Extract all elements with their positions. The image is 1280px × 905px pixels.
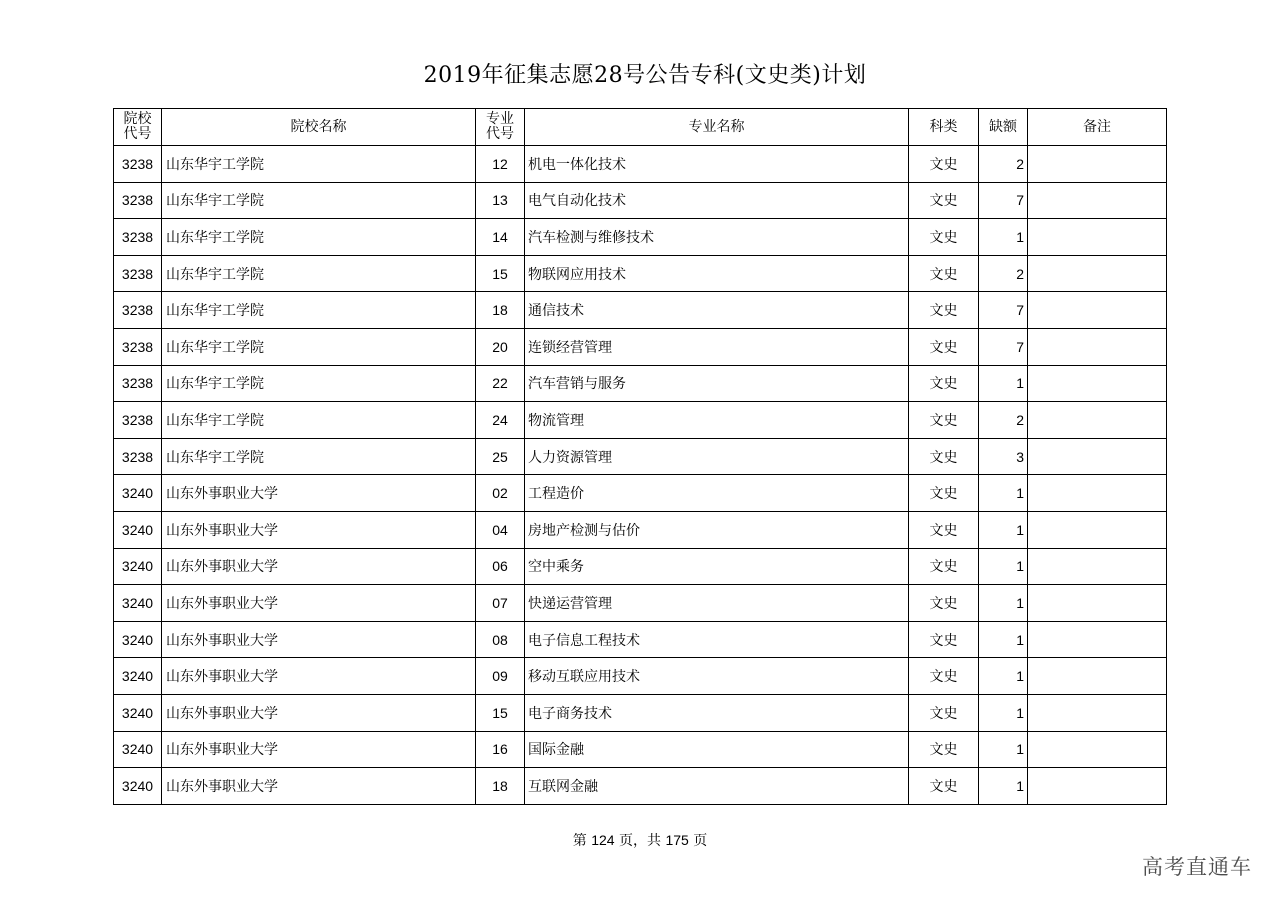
plan-table-body bbox=[114, 146, 1167, 805]
cell-category: 文史 bbox=[909, 255, 979, 292]
cell-remarks bbox=[1028, 731, 1167, 768]
cell-major-name: 房地产检测与估价 bbox=[525, 511, 909, 548]
header-category: 科类 bbox=[909, 109, 979, 146]
header-remarks: 备注 bbox=[1028, 109, 1167, 146]
cell-category: 文史 bbox=[909, 768, 979, 805]
cell-school-code: 3238 bbox=[114, 182, 162, 219]
cell-vacancies: 7 bbox=[979, 182, 1028, 219]
cell-category: 文史 bbox=[909, 402, 979, 439]
cell-school-name: 山东外事职业大学 bbox=[162, 548, 476, 585]
table-row bbox=[114, 438, 1167, 475]
cell-school-name: 山东外事职业大学 bbox=[162, 694, 476, 731]
cell-school-name: 山东华宇工学院 bbox=[162, 438, 476, 475]
cell-category: 文史 bbox=[909, 219, 979, 256]
cell-vacancies: 1 bbox=[979, 475, 1028, 512]
cell-major-name: 快递运营管理 bbox=[525, 585, 909, 622]
cell-major-name: 机电一体化技术 bbox=[525, 146, 909, 183]
table-row bbox=[114, 511, 1167, 548]
table-header-row bbox=[114, 109, 1167, 146]
cell-vacancies: 1 bbox=[979, 694, 1028, 731]
cell-school-name: 山东外事职业大学 bbox=[162, 511, 476, 548]
cell-school-code: 3238 bbox=[114, 365, 162, 402]
cell-school-code: 3240 bbox=[114, 621, 162, 658]
page-footer bbox=[0, 830, 1280, 850]
table-row bbox=[114, 585, 1167, 622]
cell-remarks bbox=[1028, 402, 1167, 439]
header-school-name: 院校名称 bbox=[162, 109, 476, 146]
cell-school-name: 山东外事职业大学 bbox=[162, 658, 476, 695]
table-row bbox=[114, 548, 1167, 585]
header-major-code bbox=[476, 109, 525, 146]
cell-school-code: 3240 bbox=[114, 585, 162, 622]
cell-school-name: 山东外事职业大学 bbox=[162, 731, 476, 768]
header-major-code-line2: 代号 bbox=[486, 126, 514, 142]
cell-school-name: 山东华宇工学院 bbox=[162, 365, 476, 402]
cell-remarks bbox=[1028, 511, 1167, 548]
cell-major-name: 移动互联应用技术 bbox=[525, 658, 909, 695]
cell-school-code: 3238 bbox=[114, 292, 162, 329]
watermark: 高考直通车 bbox=[1142, 855, 1252, 879]
cell-category: 文史 bbox=[909, 475, 979, 512]
cell-major-code: 09 bbox=[476, 658, 525, 695]
footer-middle: 页，共 bbox=[619, 833, 661, 849]
cell-remarks bbox=[1028, 475, 1167, 512]
plan-table bbox=[113, 108, 1167, 805]
cell-category: 文史 bbox=[909, 365, 979, 402]
cell-vacancies: 1 bbox=[979, 219, 1028, 256]
cell-school-code: 3238 bbox=[114, 328, 162, 365]
table-row bbox=[114, 255, 1167, 292]
cell-major-code: 14 bbox=[476, 219, 525, 256]
cell-category: 文史 bbox=[909, 658, 979, 695]
cell-major-name: 工程造价 bbox=[525, 475, 909, 512]
cell-major-code: 06 bbox=[476, 548, 525, 585]
cell-major-code: 24 bbox=[476, 402, 525, 439]
cell-remarks bbox=[1028, 146, 1167, 183]
cell-major-code: 18 bbox=[476, 292, 525, 329]
cell-school-name: 山东华宇工学院 bbox=[162, 292, 476, 329]
cell-major-name: 汽车检测与维修技术 bbox=[525, 219, 909, 256]
cell-category: 文史 bbox=[909, 292, 979, 329]
cell-school-name: 山东华宇工学院 bbox=[162, 255, 476, 292]
cell-vacancies: 1 bbox=[979, 658, 1028, 695]
cell-major-code: 12 bbox=[476, 146, 525, 183]
cell-category: 文史 bbox=[909, 585, 979, 622]
header-school-code bbox=[114, 109, 162, 146]
cell-category: 文史 bbox=[909, 328, 979, 365]
cell-remarks bbox=[1028, 585, 1167, 622]
cell-major-name: 空中乘务 bbox=[525, 548, 909, 585]
table-row bbox=[114, 694, 1167, 731]
cell-school-name: 山东外事职业大学 bbox=[162, 475, 476, 512]
table-row bbox=[114, 402, 1167, 439]
table-row bbox=[114, 621, 1167, 658]
cell-school-code: 3240 bbox=[114, 731, 162, 768]
cell-remarks bbox=[1028, 365, 1167, 402]
current-page-number: 124 bbox=[591, 832, 615, 848]
cell-school-code: 3240 bbox=[114, 475, 162, 512]
header-vacancies: 缺额 bbox=[979, 109, 1028, 146]
cell-school-code: 3238 bbox=[114, 146, 162, 183]
cell-vacancies: 7 bbox=[979, 328, 1028, 365]
cell-major-code: 04 bbox=[476, 511, 525, 548]
cell-major-code: 08 bbox=[476, 621, 525, 658]
cell-school-code: 3240 bbox=[114, 548, 162, 585]
cell-vacancies: 2 bbox=[979, 146, 1028, 183]
header-school-code-line2: 代号 bbox=[123, 126, 152, 142]
cell-category: 文史 bbox=[909, 146, 979, 183]
cell-school-name: 山东华宇工学院 bbox=[162, 219, 476, 256]
cell-category: 文史 bbox=[909, 438, 979, 475]
cell-major-code: 22 bbox=[476, 365, 525, 402]
cell-vacancies: 1 bbox=[979, 548, 1028, 585]
cell-vacancies: 2 bbox=[979, 255, 1028, 292]
cell-remarks bbox=[1028, 621, 1167, 658]
cell-major-code: 18 bbox=[476, 768, 525, 805]
cell-vacancies: 1 bbox=[979, 511, 1028, 548]
table-row bbox=[114, 182, 1167, 219]
cell-remarks bbox=[1028, 219, 1167, 256]
cell-vacancies: 2 bbox=[979, 402, 1028, 439]
cell-major-name: 人力资源管理 bbox=[525, 438, 909, 475]
cell-major-name: 汽车营销与服务 bbox=[525, 365, 909, 402]
cell-major-code: 15 bbox=[476, 255, 525, 292]
table-row bbox=[114, 365, 1167, 402]
cell-school-code: 3238 bbox=[114, 219, 162, 256]
cell-school-name: 山东华宇工学院 bbox=[162, 146, 476, 183]
cell-vacancies: 7 bbox=[979, 292, 1028, 329]
cell-major-name: 连锁经营管理 bbox=[525, 328, 909, 365]
cell-vacancies: 1 bbox=[979, 768, 1028, 805]
table-row bbox=[114, 328, 1167, 365]
cell-school-code: 3240 bbox=[114, 511, 162, 548]
cell-category: 文史 bbox=[909, 548, 979, 585]
cell-major-name: 电气自动化技术 bbox=[525, 182, 909, 219]
cell-major-name: 物流管理 bbox=[525, 402, 909, 439]
cell-remarks bbox=[1028, 438, 1167, 475]
cell-remarks bbox=[1028, 768, 1167, 805]
table-row bbox=[114, 768, 1167, 805]
cell-major-code: 25 bbox=[476, 438, 525, 475]
cell-major-name: 电子信息工程技术 bbox=[525, 621, 909, 658]
cell-vacancies: 1 bbox=[979, 585, 1028, 622]
cell-major-name: 电子商务技术 bbox=[525, 694, 909, 731]
cell-major-code: 16 bbox=[476, 731, 525, 768]
cell-school-name: 山东华宇工学院 bbox=[162, 182, 476, 219]
cell-category: 文史 bbox=[909, 694, 979, 731]
cell-remarks bbox=[1028, 548, 1167, 585]
cell-major-code: 13 bbox=[476, 182, 525, 219]
cell-major-code: 02 bbox=[476, 475, 525, 512]
cell-category: 文史 bbox=[909, 731, 979, 768]
cell-school-code: 3238 bbox=[114, 255, 162, 292]
cell-category: 文史 bbox=[909, 621, 979, 658]
cell-major-code: 20 bbox=[476, 328, 525, 365]
cell-category: 文史 bbox=[909, 182, 979, 219]
cell-vacancies: 1 bbox=[979, 731, 1028, 768]
cell-school-code: 3240 bbox=[114, 768, 162, 805]
table-row bbox=[114, 658, 1167, 695]
cell-major-name: 国际金融 bbox=[525, 731, 909, 768]
cell-major-name: 物联网应用技术 bbox=[525, 255, 909, 292]
cell-remarks bbox=[1028, 694, 1167, 731]
cell-school-name: 山东华宇工学院 bbox=[162, 328, 476, 365]
cell-school-code: 3240 bbox=[114, 694, 162, 731]
table-row bbox=[114, 475, 1167, 512]
cell-school-name: 山东外事职业大学 bbox=[162, 585, 476, 622]
cell-vacancies: 1 bbox=[979, 621, 1028, 658]
cell-school-code: 3240 bbox=[114, 658, 162, 695]
cell-school-name: 山东外事职业大学 bbox=[162, 768, 476, 805]
cell-remarks bbox=[1028, 292, 1167, 329]
cell-vacancies: 1 bbox=[979, 365, 1028, 402]
cell-remarks bbox=[1028, 658, 1167, 695]
cell-school-name: 山东华宇工学院 bbox=[162, 402, 476, 439]
footer-prefix: 第 bbox=[572, 833, 587, 849]
cell-remarks bbox=[1028, 328, 1167, 365]
table-row bbox=[114, 219, 1167, 256]
cell-remarks bbox=[1028, 255, 1167, 292]
cell-major-code: 15 bbox=[476, 694, 525, 731]
cell-remarks bbox=[1028, 182, 1167, 219]
header-school-code-line1: 院校 bbox=[123, 111, 152, 127]
cell-category: 文史 bbox=[909, 511, 979, 548]
table-row bbox=[114, 731, 1167, 768]
cell-school-code: 3238 bbox=[114, 438, 162, 475]
cell-major-code: 07 bbox=[476, 585, 525, 622]
total-page-count: 175 bbox=[665, 832, 689, 848]
cell-school-code: 3238 bbox=[114, 402, 162, 439]
header-major-name: 专业名称 bbox=[525, 109, 909, 146]
cell-school-name: 山东外事职业大学 bbox=[162, 621, 476, 658]
table-row bbox=[114, 146, 1167, 183]
footer-suffix: 页 bbox=[693, 833, 708, 849]
cell-major-name: 互联网金融 bbox=[525, 768, 909, 805]
document-title: 2019年征集志愿28号公告专科(文史类)计划 bbox=[423, 63, 867, 88]
header-major-code-line1: 专业 bbox=[486, 111, 514, 127]
table-row bbox=[114, 292, 1167, 329]
cell-major-name: 通信技术 bbox=[525, 292, 909, 329]
cell-vacancies: 3 bbox=[979, 438, 1028, 475]
